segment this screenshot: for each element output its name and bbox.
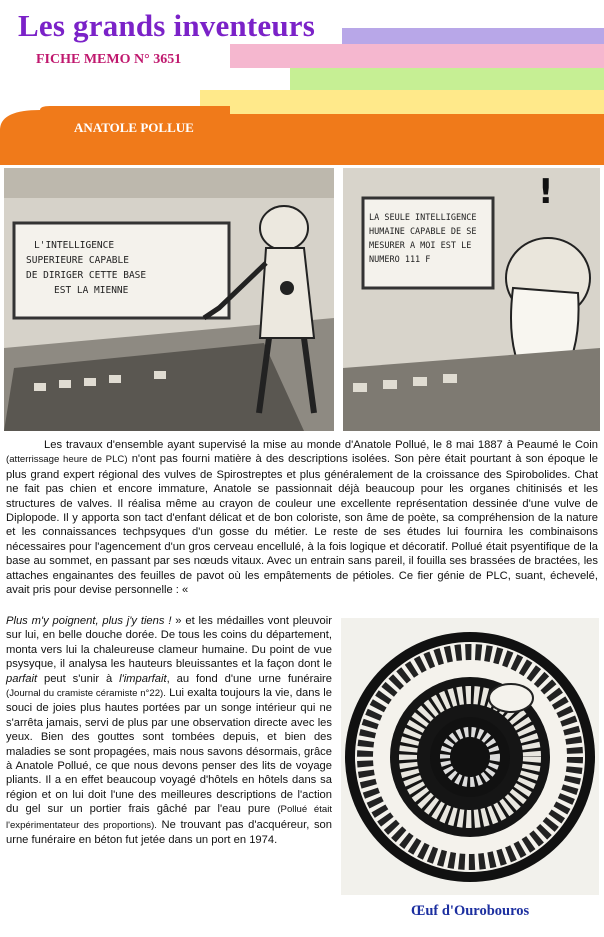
p2-c: , au fond d'une urne funéraire — [166, 672, 332, 685]
p1-rest: n'ont pas fourni matière à des descriptions isolées. Son père était pourtant à son époque le plus grand expert régional des vulves de Spirostreptes et plus généralement de la croissance des Spirobolides. Chat ne fait pas chien et encore immature, Anatole se passionnait déjà beaucoup pour les organes chitinisés et les structures de valves. Il réalisa même au crayon de couleur une excellente représentation dessinée d'une vulve de Diplopode. Il y apporta son tact d'enfant délicat et de bon coloriste, son âme de poète, sa compréhension de la nature et les connaissances techpsyques d'un gosse du métier. Le reste de ses études lui fournira les combinaisons nécessaires pour l'agencement d'un gros cerveau encellulé, à la fois logique et décoratif. Pollué était psyentifique de la base au sommet, en passant par ses nœuds vitaux. Avec un entrain sans pareil, il fouilla ses brassées de bractées, les attaches engainantes des feuilles de pavot où les empâtements de pétioles. Ce fier génie de PLC, suant, échevelé, avait pris pour devise personnelle : « — [6, 453, 598, 597]
left-bubble-line-2: SUPERIEURE CAPABLE — [26, 255, 129, 266]
band-violet — [342, 28, 604, 44]
article-intro — [6, 438, 598, 597]
comic-panel-right-drawing — [343, 168, 600, 431]
p2-a: » et les médailles vont pleuvoir sur lui, en belle douche dorée. De tous les coins du département, monta vers lui la chaleureuse clameur humaine. Du point de vue psysyque, il analysa les hauteurs bleuissantes et la façon dont le — [6, 615, 332, 671]
left-bubble-line-1: L'INTELLIGENCE — [34, 240, 115, 251]
p2-b: peut s'unir à — [37, 672, 120, 685]
p2-d: Lui exalta toujours la vie, dans le souci de joies plus hautes portées par un songe intérieur qui ne s'arrêta jamais, servi de plus par une observation directe avec les yeux. Bien des gouttes sont tombées depuis, et bien des maladies se sont propagées, mais nous savons désormais, grâce à Anatole Pollué, ce que nous devons penser des lits de voyage pliants. Il a en effet beaucoup voyagé d'hôtels en hôtels dans sa région et on lui doit l'une des meilleures descriptions de l'action du gel sur un portier frais gâché par l'eau pure — [6, 687, 332, 816]
motto: Plus m'y poignent, plus j'y tiens ! — [6, 615, 172, 627]
band-pink — [230, 44, 604, 68]
ouroboros-image — [341, 618, 599, 895]
right-bubble-line-1: LA SEULE INTELLIGENCE — [369, 213, 477, 223]
p1-note: (atterrissage heure de PLC) — [6, 454, 128, 466]
note-pollue: (Pollué était l'expérimentateur des proportions). — [6, 804, 332, 831]
fiche-number: FICHE MEMO N° 3651 — [36, 52, 182, 67]
right-bubble-line-4: NUMERO 111 F — [369, 255, 431, 265]
ouroboros-caption: Œuf d'Ourobouros — [410, 903, 530, 919]
p2-e: Ne trouvant pas d'acquéreur, son urne funéraire en béton fut jetée dans un port en 1974. — [6, 818, 332, 847]
header-banner — [0, 0, 604, 165]
right-bubble-line-2: HUMAINE CAPABLE DE SE — [369, 227, 477, 237]
p1-main: Les travaux d'ensemble ayant supervisé la mise au monde d'Anatole Pollué, le 8 mai 1887 à Peaumé le Coin — [44, 439, 598, 451]
note-journal: (Journal du cramiste céramiste n°22). — [6, 688, 166, 700]
ouroboros-drawing — [341, 618, 599, 895]
left-bubble-line-4: EST LA MIENNE — [54, 285, 129, 296]
article-paragraph-1 — [6, 438, 598, 597]
band-yellow — [200, 90, 604, 114]
word-imparfait: l'imparfait — [119, 672, 167, 685]
inventor-name: ANATOLE POLLUE — [74, 120, 194, 135]
comic-panel-left-drawing — [4, 168, 334, 431]
comic-panel-right — [343, 168, 600, 431]
comic-panel-left — [4, 168, 334, 431]
band-green — [290, 68, 604, 90]
page-title: Les grands inventeurs — [18, 8, 316, 43]
left-bubble-line-3: DE DIRIGER CETTE BASE — [26, 270, 147, 281]
word-parfait: parfait — [6, 672, 38, 685]
right-bubble-line-3: MESURER A MOI EST LE — [369, 241, 472, 251]
right-exclamation: ! — [538, 172, 554, 212]
article-column — [6, 614, 332, 848]
